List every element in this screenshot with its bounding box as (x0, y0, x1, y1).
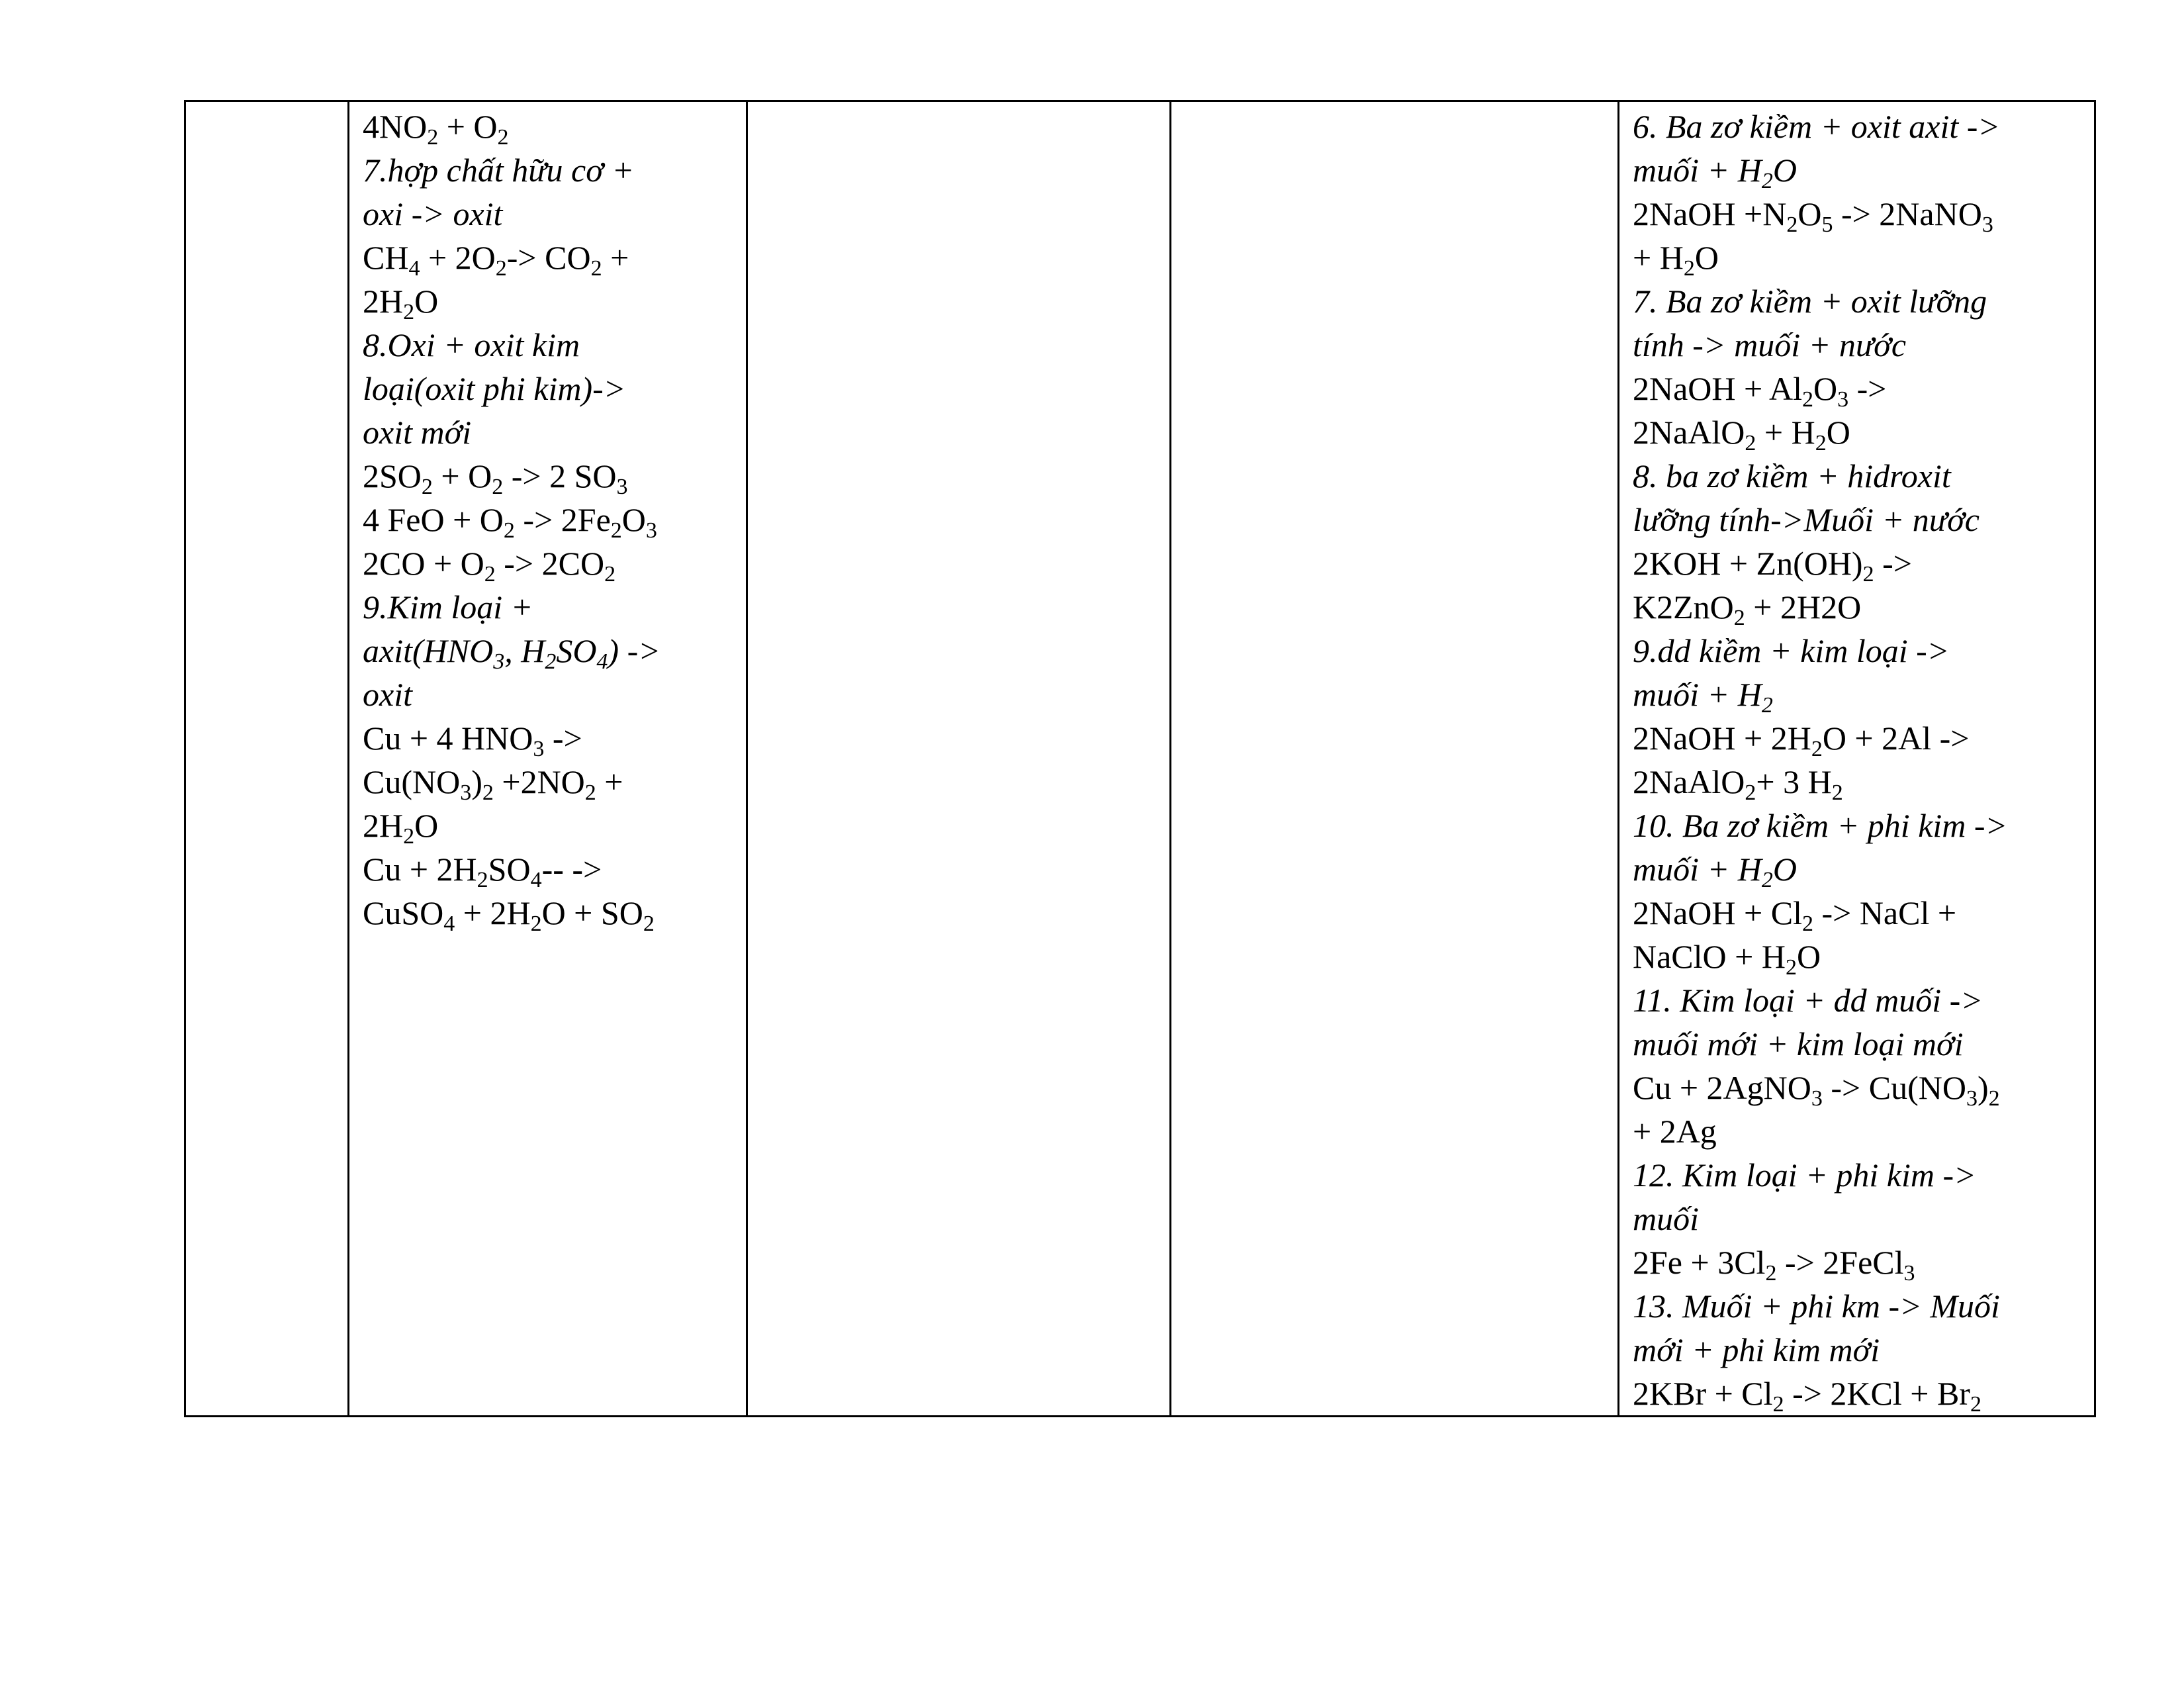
text-line: $2H_2O$ (363, 283, 439, 324)
text-line: 6. Ba zơ kiềm + oxit axit -> (1633, 108, 2001, 145)
text-line: $Cu + 2H_2SO_4--$ -> (363, 851, 602, 892)
text-line: 9.Kim loại + (363, 588, 533, 626)
text-line: $2KOH + Zn(OH)_2$ -> (1633, 545, 1912, 586)
text-line: $2H_2O$ (363, 807, 439, 849)
text-line: 2NaOH $+N_2O_5$ -> 2NaNO$_3$ (1633, 195, 1993, 237)
table-cell-4 (1171, 101, 1619, 1417)
text-line: 12. Kim loại + phi kim -> (1633, 1156, 1976, 1194)
text-line: lưỡng tính->Muối + nước (1633, 501, 1979, 538)
table-cell-5 (1619, 101, 2095, 1417)
text-line: mới + phi kim mới (1633, 1331, 1880, 1368)
text-line: 13. Muối + phi km -> Muối (1633, 1288, 2000, 1325)
text-line: Cu + 4 $HNO_3$ -> (363, 720, 582, 761)
text-line: 2NaAlO$_2$ + $H_2O$ (1633, 414, 1850, 455)
table-cell-2 (349, 101, 747, 1417)
text-line: 8. ba zơ kiềm + hidroxit (1633, 457, 1951, 494)
text-line: tính -> muối + nước (1633, 326, 1907, 363)
text-line: muối mới + kim loại mới (1633, 1025, 1964, 1062)
text-line: $2Fe + 3Cl_2$ -> 2FeCl$_3$ (1633, 1244, 1915, 1286)
text-line: oxit mới (363, 414, 472, 451)
reactions-table (184, 100, 2096, 1417)
text-line: muối + $H_2O$ (1633, 851, 1797, 892)
text-line: loại(oxit phi kim)-> (363, 370, 626, 407)
text-line: oxit (363, 676, 412, 713)
table-row (185, 101, 2095, 1417)
text-line: $2CO + O_2 -> 2CO_2$ (363, 545, 616, 586)
text-line: $Cu(NO_3)_2 +2NO_2$ + (363, 763, 623, 805)
text-line: $2KBr + Cl_2 -> 2KCl + Br_2$ (1633, 1375, 1981, 1417)
text-line: muối + $H_2$ (1633, 676, 1773, 718)
table-cell-1 (185, 101, 349, 1417)
text-line: NaClO + $H_2O$ (1633, 938, 1821, 980)
text-line: muối (1633, 1200, 1699, 1237)
text-line: muối + $H_2O$ (1633, 152, 1797, 193)
text-line: CuSO$_4$ + $2H_2O + SO_2$ (363, 894, 655, 936)
text-line: oxi -> oxit (363, 195, 503, 232)
text-line: 7. Ba zơ kiềm + oxit lưỡng (1633, 283, 1987, 320)
text-line: 10. Ba zơ kiềm + phi kim -> (1633, 807, 2008, 844)
text-line: 9.dd kiềm + kim loại -> (1633, 632, 1950, 669)
text-line: Cu + 2AgNO$_3$ -> $Cu(NO_3)_2$ (1633, 1069, 2000, 1111)
text-line: 7.hợp chất hữu cơ + (363, 152, 635, 189)
text-line: K2ZnO$_2$ + 2H2O (1633, 588, 1862, 630)
text-line: 2NaOH + $2H_2O + 2Al$ -> (1633, 720, 1970, 761)
text-line: $4NO_2 + O_2$ (363, 108, 509, 150)
text-line: 4 FeO + $O_2 -> 2Fe_2O_3$ (363, 501, 657, 543)
text-line: $2SO_2 + O_2 -> 2$ $SO_3$ (363, 457, 628, 499)
text-line: 11. Kim loại + dd muối -> (1633, 982, 1983, 1019)
text-line: + 2Ag (1633, 1113, 1717, 1150)
text-line: + $H_2O$ (1633, 239, 1719, 281)
text-line: 8.Oxi + oxit kim (363, 326, 580, 363)
text-line: 2NaOH + $Al_2O_3$ -> (1633, 370, 1887, 412)
text-line: $axit(HNO_3$, $H_2SO_4$) -> (363, 632, 660, 674)
text-line: 2NaOH + $Cl_2$ -> NaCl + (1633, 894, 1957, 936)
text-line: 2NaAlO$_2$+ 3 $H_2$ (1633, 763, 1843, 805)
text-line: $CH_4 + 2O_2-> CO_2$ + (363, 239, 629, 281)
table-cell-3 (747, 101, 1171, 1417)
